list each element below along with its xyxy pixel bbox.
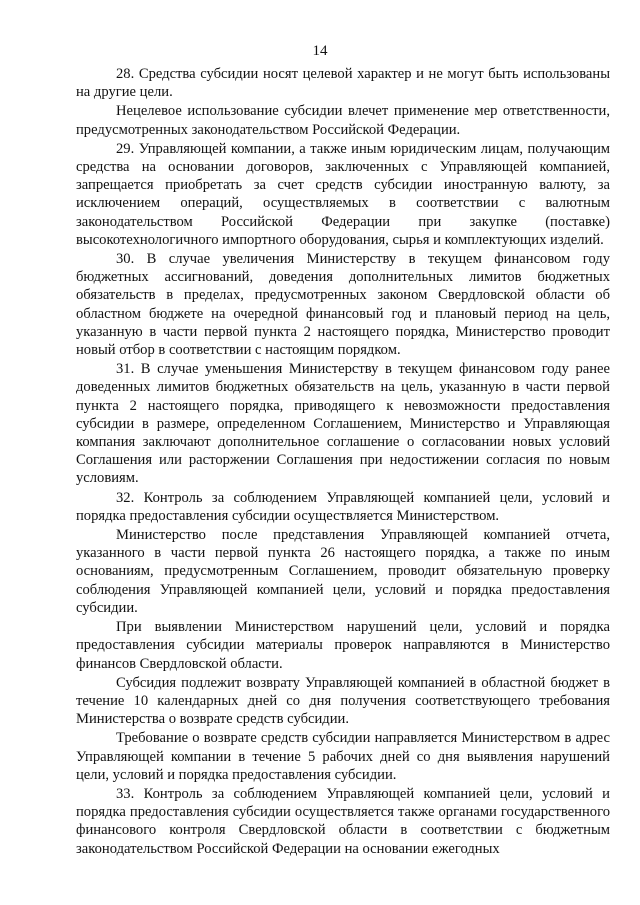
document-body — [76, 65, 610, 859]
paragraph-subsidy-return: Субсидия подлежит возврату Управляющей компанией в областной бюджет в течение 10 календарных дней со дня получения соответствующего требования Министерства о возврате средств субсидии. — [76, 674, 610, 728]
paragraph-28: 28. Средства субсидии носят целевой характер и не могут быть использованы на другие цели. — [76, 66, 610, 101]
paragraph-misuse-liability: Нецелевое использование субсидии влечет применение мер ответственности, предусмотренных законодательством Российской Федерации. — [76, 103, 610, 138]
paragraph-return-demand: Требование о возврате средств субсидии направляется Министерством в адрес Управляющей компании в течение 5 рабочих дней со дня выявления нарушений цели, условий и порядка предоставления субсидии. — [76, 730, 610, 783]
page-number: 14 — [312, 43, 328, 59]
paragraph-32: 32. Контроль за соблюдением Управляющей компанией цели, условий и порядка предоставления субсидии осуществляется Министерством. — [76, 489, 610, 524]
paragraph-29: 29. Управляющей компании, а также иным юридическим лицам, получающим средства на основании договоров, заключенных с Управляющей компанией, запрещается приобретать за счет средств субсидии иностранную валюту, за исключением операций, осуществляемых в соответствии с валютным законодательством Российской Федерации при закупке (поставке) высокотехнологичного импортного оборудования, сырья и комплектующих изделий. — [76, 140, 610, 248]
paragraph-violations-referral: При выявлении Министерством нарушений цели, условий и порядка предоставления субсидии материалы проверок направляются в Министерство финансов Свердловской области. — [76, 619, 610, 672]
paragraph-30: 30. В случае увеличения Министерству в текущем финансовом году бюджетных ассигнований, доведения дополнительных лимитов бюджетных обязательств в пределах, предусмотренных законом Свердловской области об областном бюджете на очередной финансовый год и плановый период на цель, указанную в части первой пункта 2 настоящего порядка, Министерство проводит новый отбор в соответствии с настоящим порядком. — [76, 251, 610, 359]
paragraph-ministry-inspection: Министерство после представления Управляющей компанией отчета, указанного в части первой пункта 26 настоящего порядка, а также по иным основаниям, предусмотренным Соглашением, проводит обязательную проверку соблюдения Управляющей компанией цели, условий и порядка предоставления субсидии. — [76, 527, 610, 616]
paragraph-31: 31. В случае уменьшения Министерству в текущем финансовом году ранее доведенных лимитов бюджетных обязательств на цель, указанную в части первой пункта 2 настоящего порядка, приводящего к невозможности предоставления субсидии в размере, определенном Соглашением, Министерство и Управляющая компания заключают дополнительное соглашение о согласовании новых условий Соглашения или расторжении Соглашения при недостижении согласия по новым условиям. — [76, 361, 610, 487]
paragraph-33: 33. Контроль за соблюдением Управляющей компанией цели, условий и порядка предоставления субсидии осуществляется также органами государственного финансового контроля Свердловской области в соответствии с бюджетным законодательством Российской Федерации на основании ежегодных — [76, 785, 610, 857]
